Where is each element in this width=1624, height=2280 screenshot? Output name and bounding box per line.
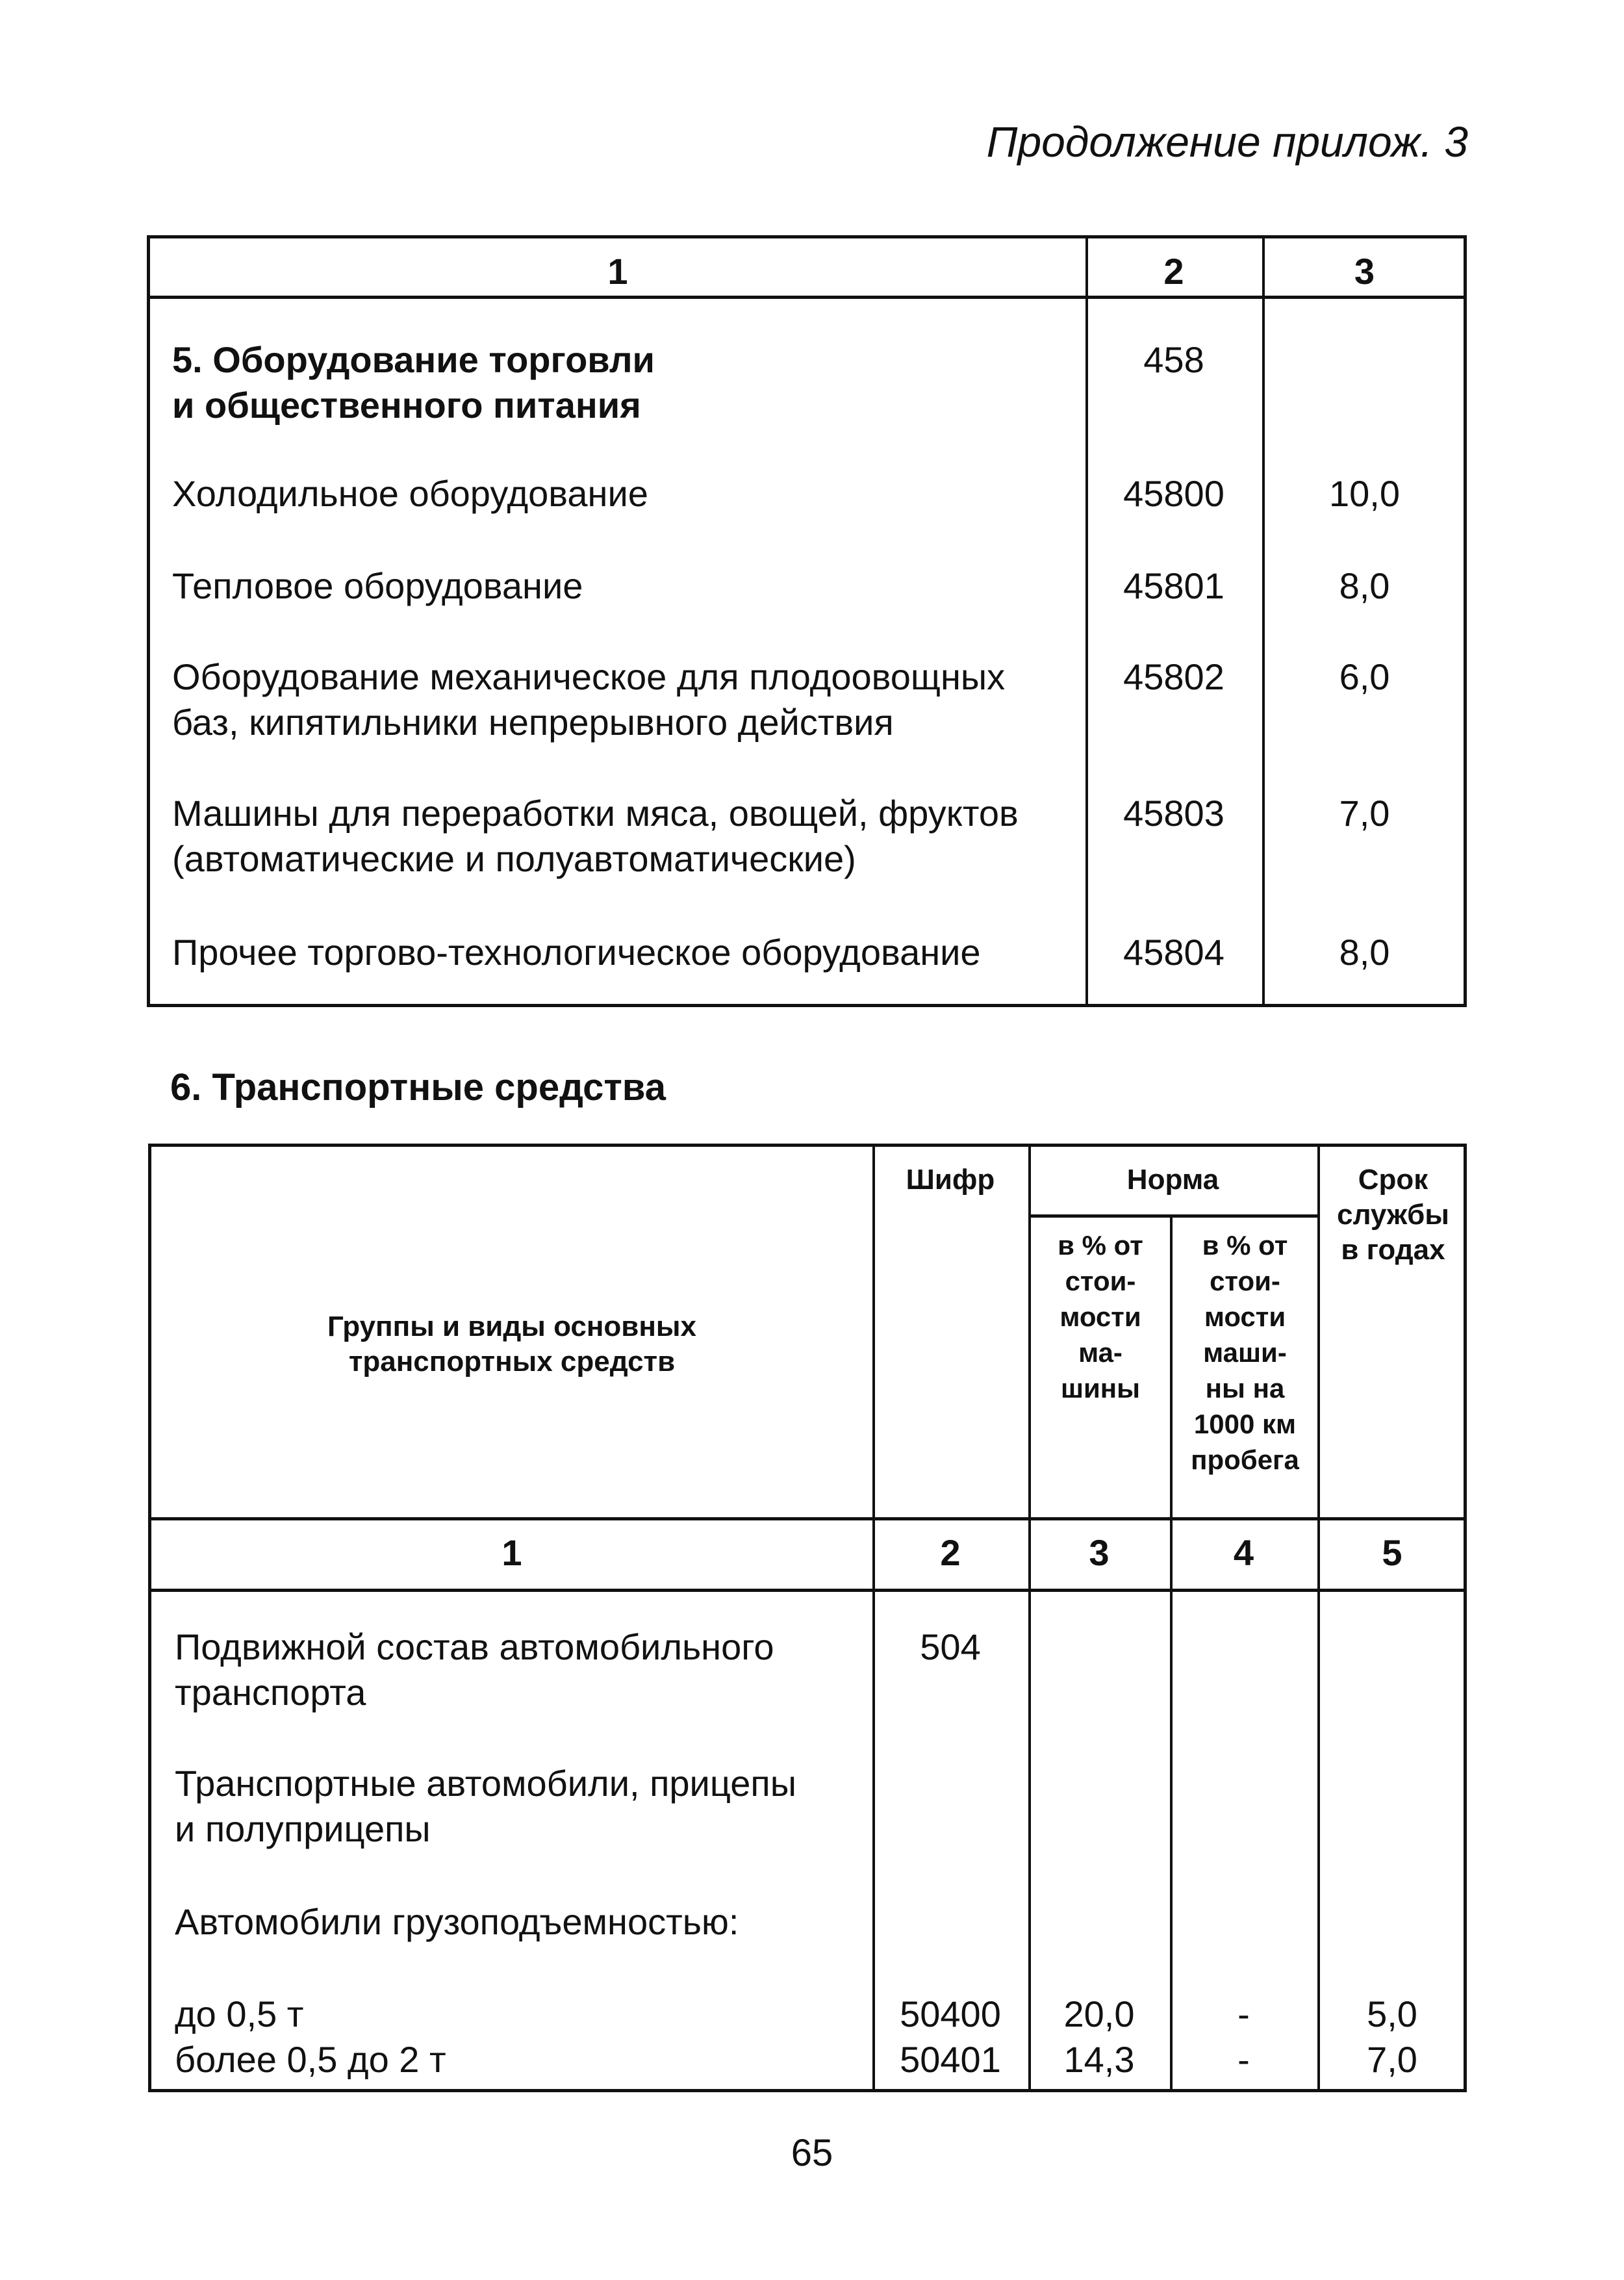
table-row-code: 50401 [900, 2039, 1001, 2080]
table-row-code: 45800 [1123, 473, 1224, 514]
equipment-table [147, 235, 1467, 1007]
column-divider [1262, 238, 1265, 1004]
table-row-name: Машины для переработки мяса, овощей, фруктов (автоматические и полуавтоматические) [172, 793, 1019, 879]
section-title: 6. Транспортные средства [170, 1066, 666, 1108]
group-code: 458 [1143, 339, 1204, 380]
header-divider [150, 296, 1464, 299]
norm-divider [1028, 1214, 1317, 1218]
code-header: Шифр [906, 1164, 995, 1196]
column-number-3: 3 [1354, 251, 1375, 292]
column-number-5: 5 [1382, 1532, 1402, 1573]
table-row-name: до 0,5 т [175, 1993, 304, 2034]
table-row-norm: 8,0 [1339, 932, 1390, 973]
service-life-header: Срок службы в годах [1337, 1164, 1449, 1266]
table-row-name: Холодильное оборудование [172, 473, 648, 514]
table-row-norm: 10,0 [1329, 473, 1400, 514]
table-row-name: Подвижной состав автомобильного транспорта [175, 1626, 774, 1713]
table-row-name: Оборудование механическое для плодоовощных баз, кипятильники непрерывного действия [172, 656, 1006, 743]
header-divider [151, 1517, 1464, 1520]
norm-percent-header: в % от стои- мости ма- шины [1058, 1230, 1143, 1403]
groups-header: Группы и виды основных транспортных средств [327, 1311, 696, 1377]
table-row-code: 504 [920, 1626, 981, 1667]
transport-table [148, 1144, 1467, 2092]
table-row-name: Прочее торгово-технологическое оборудование [172, 932, 981, 973]
table-row-service-life: 5,0 [1367, 1993, 1417, 2034]
table-row-service-life: 7,0 [1367, 2039, 1417, 2080]
column-number-1: 1 [501, 1532, 522, 1573]
table-row-name: Транспортные автомобили, прицепы и полуприцепы [175, 1763, 797, 1849]
column-divider [872, 1147, 875, 2092]
page-number: 65 [791, 2132, 833, 2174]
norm-header: Норма [1126, 1164, 1219, 1196]
column-number-3: 3 [1089, 1532, 1110, 1573]
table-row-code: 45801 [1123, 565, 1224, 606]
table-row-code: 45803 [1123, 793, 1224, 834]
group-name: 5. Оборудование торговли и общественного питания [172, 339, 655, 426]
table-row-norm-per-km: - [1237, 2039, 1250, 2080]
column-number-2: 2 [940, 1532, 961, 1573]
table-row-name: Автомобили грузоподъемностью: [175, 1901, 739, 1942]
table-row-norm-percent: 20,0 [1063, 1993, 1135, 2034]
table-row-norm: 6,0 [1339, 656, 1390, 697]
header-divider [151, 1589, 1464, 1592]
column-number-2: 2 [1163, 251, 1184, 292]
column-divider [1317, 1147, 1320, 2092]
continuation-note: Продолжение прилож. 3 [986, 118, 1468, 166]
table-row-name: Тепловое оборудование [172, 565, 583, 606]
table-row-code: 50400 [900, 1993, 1001, 2034]
column-number-4: 4 [1233, 1532, 1254, 1573]
norm-per-km-header: в % от стои- мости маши- ны на 1000 км пробега [1191, 1230, 1299, 1475]
column-number-1: 1 [607, 251, 628, 292]
table-row-norm-per-km: - [1237, 1993, 1250, 2034]
table-row-norm: 7,0 [1339, 793, 1390, 834]
table-row-code: 45802 [1123, 656, 1224, 697]
table-row-name: более 0,5 до 2 т [175, 2039, 446, 2080]
table-row-norm-percent: 14,3 [1063, 2039, 1135, 2080]
table-row-norm: 8,0 [1339, 565, 1390, 606]
table-row-code: 45804 [1123, 932, 1224, 973]
